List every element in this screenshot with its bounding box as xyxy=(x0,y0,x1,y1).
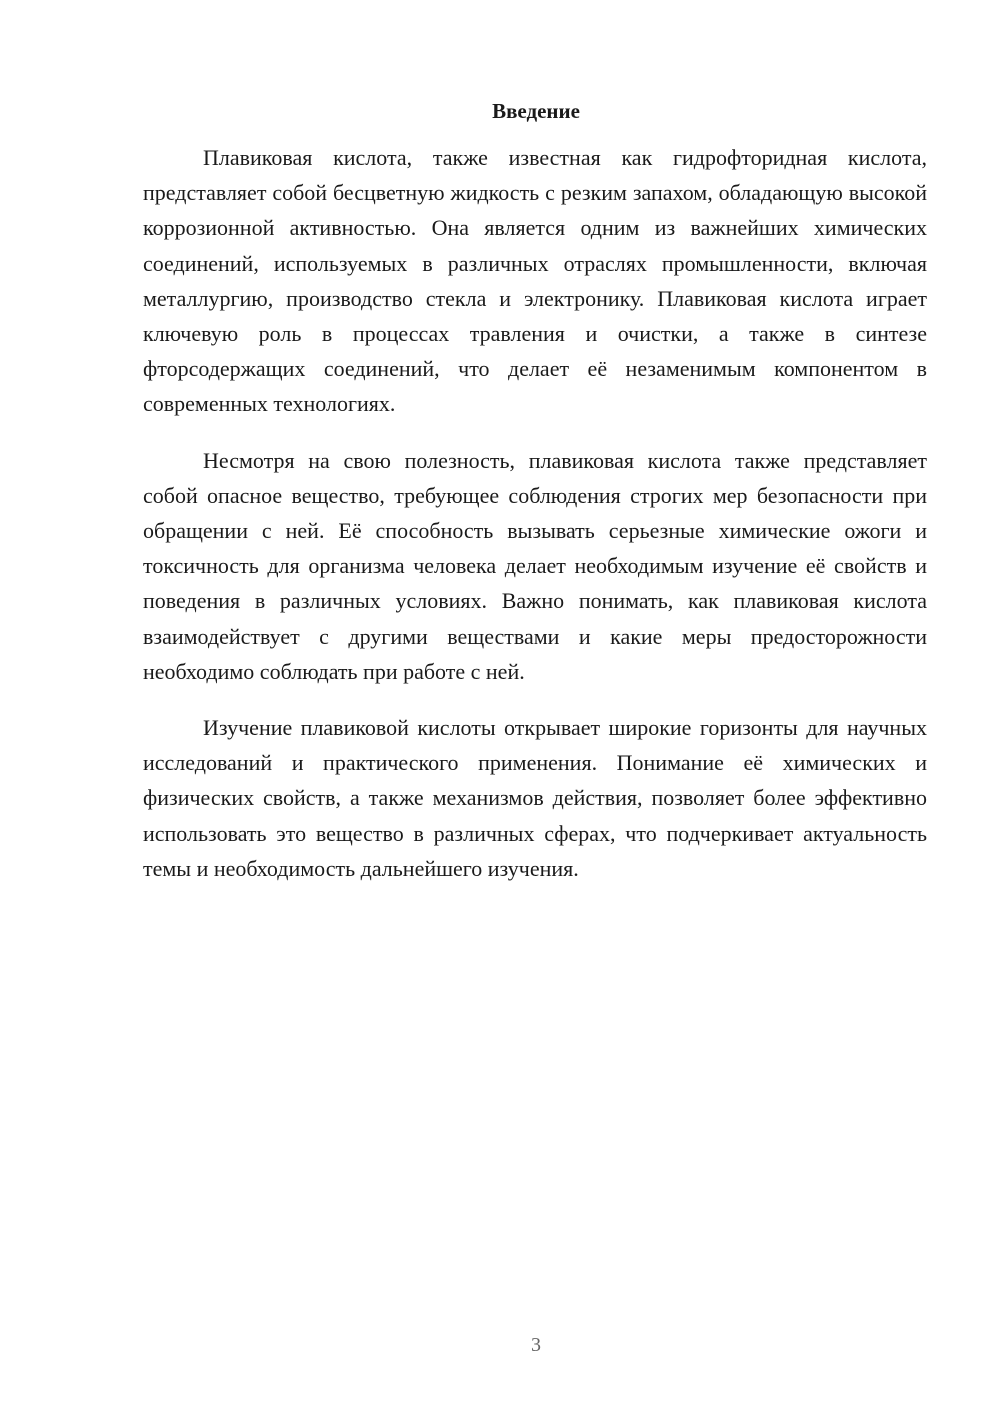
page-number: 3 xyxy=(531,1334,541,1356)
body-text xyxy=(143,140,927,907)
paragraph-1: Плавиковая кислота, также известная как гидрофторидная кислота, представляет собой бесцветную жидкость с резким запахом, обладающую высокой коррозионной активностью. Она является одним из важнейших химических соединений, используемых в различных отраслях промышленности, включая металлургию, производство стекла и электронику. Плавиковая кислота играет ключевую роль в процессах травления и очистки, а также в синтезе фторсодержащих соединений, что делает её незаменимым компонентом в современных технологиях. xyxy=(143,145,927,417)
paragraph-2: Несмотря на свою полезность, плавиковая кислота также представляет собой опасное вещество, требующее соблюдения строгих мер безопасности при обращении с ней. Её способность вызывать серьезные химические ожоги и токсичность для организма человека делает необходимым изучение её свойств и поведения в различных условиях. Важно понимать, как плавиковая кислота взаимодействует с другими веществами и какие меры предосторожности необходимо соблюдать при работе с ней. xyxy=(143,447,927,684)
section-heading: Введение xyxy=(492,99,580,123)
paragraph-3: Изучение плавиковой кислоты открывает широкие горизонты для научных исследований и практического применения. Понимание её химических и физических свойств, а также механизмов действия, позволяет более эффективно использовать это вещество в различных сферах, что подчеркивает актуальность темы и необходимость дальнейшего изучения. xyxy=(143,715,927,881)
